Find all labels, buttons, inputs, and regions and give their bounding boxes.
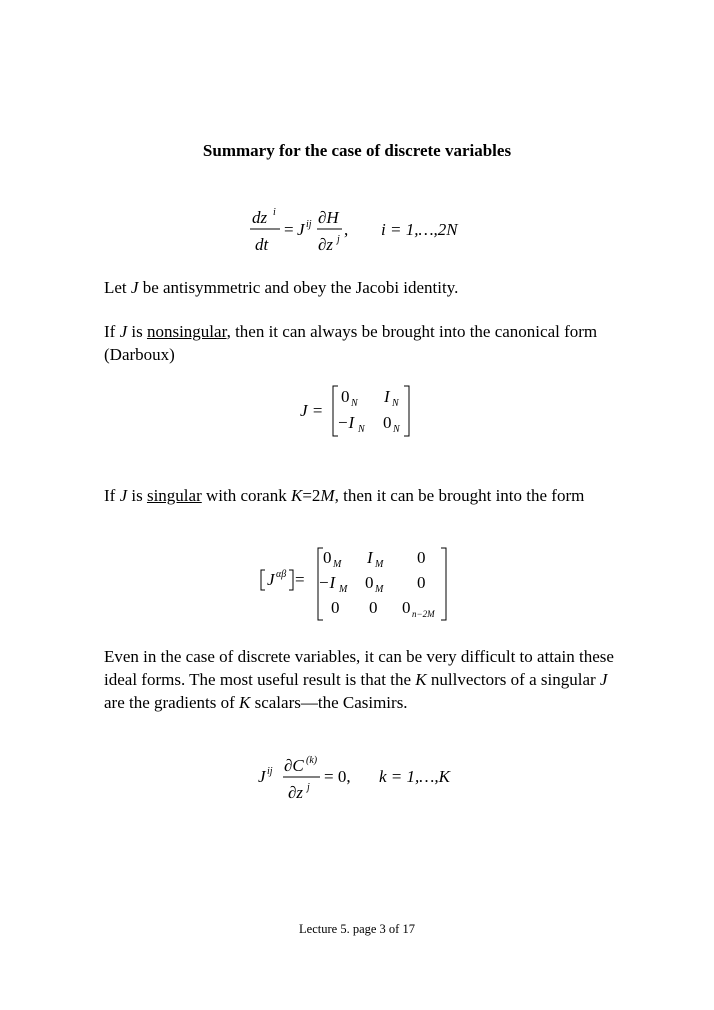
eq3-right-bracket — [441, 548, 446, 620]
eq1-J: J — [297, 220, 305, 239]
eq1-lhs-sup: i — [273, 207, 276, 218]
eq3-lhs-sup: αβ — [276, 569, 287, 580]
eq4-den: ∂z — [288, 783, 304, 802]
eq4-num-sup: (k) — [306, 755, 318, 766]
eq2-m11: 0 — [341, 387, 350, 406]
eq4-J-sup: ij — [267, 766, 273, 777]
paragraph-antisymmetric: Let J be antisymmetric and obey the Jacobi identity. — [104, 278, 459, 297]
eq4-range: k = 1,…,K — [379, 767, 450, 786]
eq2-m21-sub: N — [358, 424, 365, 435]
equation-darboux — [300, 383, 425, 441]
eq3-lhs: J — [267, 570, 275, 589]
page-footer: Lecture 5. page 3 of 17 — [299, 922, 415, 936]
eq4-num: ∂C — [284, 756, 304, 775]
equation-singular-form — [255, 545, 460, 625]
eq2-m12: I — [384, 387, 390, 406]
eq4-rhs: = 0, — [324, 767, 351, 786]
eq1-equals: = — [284, 220, 294, 239]
eq1-range: i = 1,…,2N — [381, 220, 458, 239]
eq1-rhs-den: ∂z — [318, 235, 334, 254]
eq1-lhs-num: dz — [252, 208, 268, 227]
eq2-m11-sub: N — [351, 398, 358, 409]
eq3-equals: = — [295, 570, 305, 589]
eq3-r2c3: 0 — [417, 573, 426, 592]
eq3-r1c1: 0 — [323, 548, 332, 567]
eq1-comma: , — [344, 220, 349, 239]
eq2-m12-sub: N — [392, 398, 399, 409]
eq1-J-sup: ij — [306, 219, 312, 230]
eq4-J: J — [258, 767, 266, 786]
eq3-r2c2: 0 — [365, 573, 374, 592]
eq2-lhs: J = — [300, 401, 324, 420]
eq3-lhs-right-bracket — [289, 570, 293, 590]
eq3-r2c1: −I — [318, 573, 336, 592]
eq2-m21: −I — [337, 413, 355, 432]
eq2-right-bracket — [404, 386, 409, 436]
eq3-r1c3: 0 — [417, 548, 426, 567]
paragraph-casimirs: Even in the case of discrete variables, it can be very difficult to attain these ideal forms. The most useful result is that the K nullvectors of a singular J are the gradients of K scalars—the Casimirs. — [104, 647, 614, 712]
eq3-r1c2: I — [367, 548, 373, 567]
eq4-den-sup: j — [307, 782, 310, 793]
eq1-lhs-den: dt — [255, 235, 269, 254]
eq3-r1c2-sub: M — [375, 559, 384, 570]
paragraph-nonsingular: If J is nonsingular, then it can always be brought into the canonical form (Darboux) — [104, 322, 598, 364]
paragraph-singular: If J is singular with corank K=2M, then it can be brought into the form — [104, 486, 585, 505]
eq3-r3c2: 0 — [369, 598, 378, 617]
eq3-r1c1-sub: M — [333, 559, 342, 570]
eq1-rhs-num: ∂H — [318, 208, 339, 227]
equation-hamilton — [240, 200, 480, 260]
eq2-m22: 0 — [383, 413, 392, 432]
eq1-rhs-den-sup: j — [337, 234, 340, 245]
eq3-r3c3: 0 — [402, 598, 411, 617]
page-title: Summary for the case of discrete variables — [202, 141, 512, 160]
eq3-r2c2-sub: M — [375, 584, 384, 595]
eq2-m22-sub: N — [393, 424, 400, 435]
eq3-lhs-left-bracket — [261, 570, 265, 590]
eq3-r3c3-sub: n−2M — [412, 609, 435, 619]
eq3-r3c1: 0 — [331, 598, 340, 617]
eq3-r2c1-sub: M — [339, 584, 348, 595]
equation-casimir — [258, 750, 468, 810]
